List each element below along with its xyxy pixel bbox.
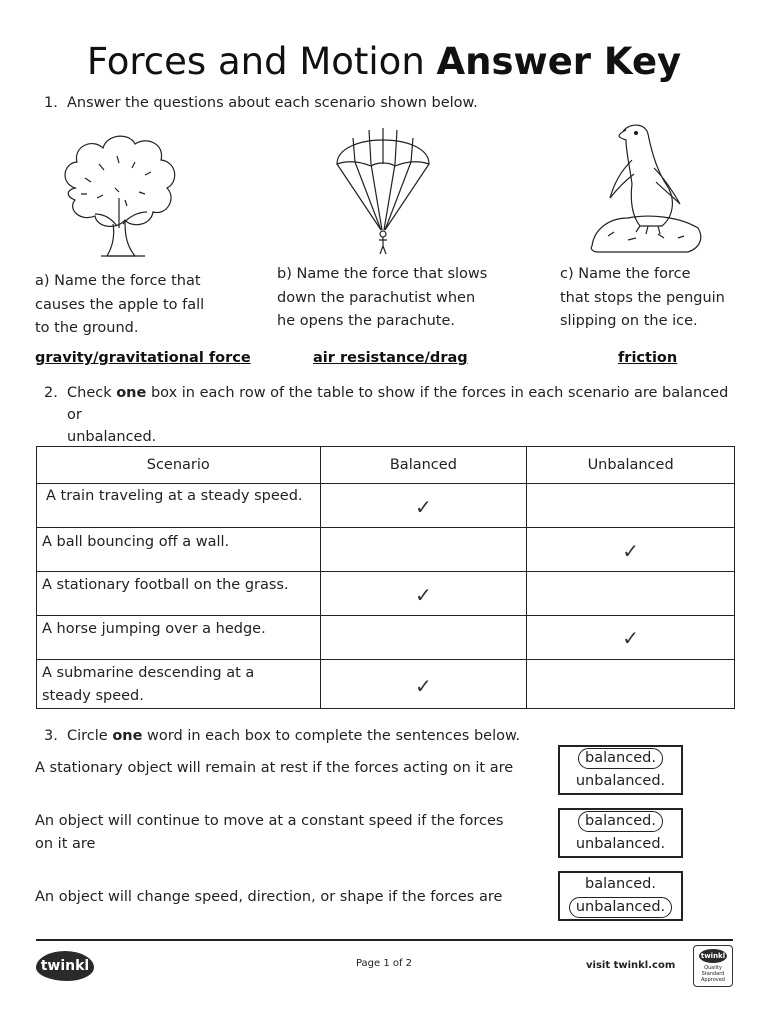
row-scenario: A ball bouncing off a wall.	[42, 534, 230, 550]
penguin-icon	[588, 120, 704, 256]
twinkl-logo[interactable]: twinkl	[36, 951, 94, 981]
option-balanced-circled[interactable]: balanced.	[578, 748, 663, 769]
option-unbalanced[interactable]: unbalanced.	[575, 773, 666, 789]
answer-a: gravity/gravitational force	[35, 350, 251, 366]
sentence-2: An object will continue to move at a constant speed if the forces on it are	[35, 813, 504, 852]
answer-b: air resistance/drag	[313, 350, 468, 366]
question-1-text: Answer the questions about each scenario shown below.	[67, 95, 478, 111]
option-box-2	[558, 808, 683, 858]
scenario-a-text: a) Name the force that causes the apple to fall to the ground.	[35, 273, 205, 336]
row-unbalanced-cell[interactable]	[527, 572, 735, 616]
header-unbalanced: Unbalanced	[527, 447, 735, 484]
check-icon: ✓	[622, 626, 639, 650]
header-balanced: Balanced	[320, 447, 527, 484]
table-header-row	[37, 447, 735, 484]
sentence-1: A stationary object will remain at rest if the forces acting on it are	[35, 760, 514, 776]
answer-c: friction	[618, 350, 678, 366]
table-row	[37, 616, 735, 660]
row-scenario: A stationary football on the grass.	[42, 577, 289, 593]
footer-divider	[36, 939, 733, 941]
row-unbalanced-cell[interactable]	[527, 660, 735, 709]
check-icon: ✓	[415, 583, 432, 607]
table-row	[37, 572, 735, 616]
page-number: Page 1 of 2	[355, 958, 413, 969]
option-box-1	[558, 745, 683, 795]
row-unbalanced-cell[interactable]	[527, 616, 735, 660]
option-box-1-line1[interactable]	[560, 747, 681, 770]
scenario-b-text: b) Name the force that slows down the parachutist when he opens the parachute.	[277, 266, 488, 329]
option-box-3	[558, 871, 683, 921]
row-balanced-cell[interactable]	[320, 572, 527, 616]
row-balanced-cell[interactable]	[320, 528, 527, 572]
page-title: Forces and Motion Answer Key	[86, 40, 682, 83]
row-scenario: A train traveling at a steady speed.	[46, 488, 303, 504]
row-balanced-cell[interactable]	[320, 616, 527, 660]
row-balanced-cell[interactable]	[320, 660, 527, 709]
option-box-3-line2[interactable]	[560, 896, 681, 919]
table-row	[37, 528, 735, 572]
scenario-c-text: c) Name the force that stops the penguin slipping on the ice.	[560, 266, 725, 329]
parachute-icon	[333, 122, 433, 256]
check-icon: ✓	[415, 495, 432, 519]
table-row	[37, 660, 735, 709]
row-unbalanced-cell[interactable]	[527, 484, 735, 528]
check-icon: ✓	[415, 674, 432, 698]
row-balanced-cell[interactable]	[320, 484, 527, 528]
question-1-number: 1.	[44, 95, 58, 111]
question-2-number: 2.	[44, 385, 58, 401]
option-balanced[interactable]: balanced.	[585, 876, 656, 892]
check-icon: ✓	[622, 539, 639, 563]
visit-link[interactable]: visit twinkl.com	[586, 960, 676, 971]
table-row	[37, 484, 735, 528]
option-unbalanced[interactable]: unbalanced.	[575, 836, 666, 852]
header-scenario: Scenario	[37, 447, 321, 484]
forces-table	[36, 446, 735, 709]
option-unbalanced-circled[interactable]: unbalanced.	[569, 897, 672, 918]
question-2-text: Check one box in each row of the table to show if the forces in each scenario are balanced or unbalanced.	[67, 385, 729, 445]
tree-icon	[55, 128, 185, 260]
question-3-number: 3.	[44, 728, 58, 744]
option-balanced-circled[interactable]: balanced.	[578, 811, 663, 832]
row-scenario: A submarine descending at a	[42, 665, 255, 681]
option-box-2-line1[interactable]	[560, 810, 681, 833]
row-scenario: A horse jumping over a hedge.	[42, 621, 266, 637]
question-3-text: Circle one word in each box to complete the sentences below.	[67, 728, 521, 744]
quality-badge-icon: twinkl Quality Standard Approved	[693, 945, 733, 987]
sentence-3: An object will change speed, direction, or shape if the forces are	[35, 889, 503, 905]
row-unbalanced-cell[interactable]	[527, 528, 735, 572]
row-scenario-line2: steady speed.	[42, 688, 144, 704]
